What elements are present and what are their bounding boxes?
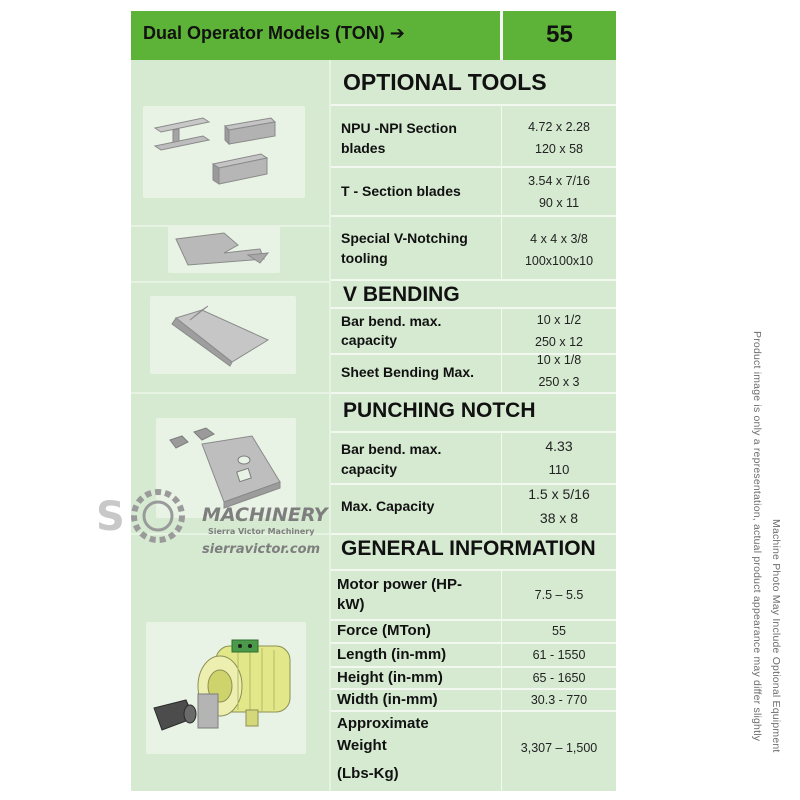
v-notching-image xyxy=(168,225,280,273)
watermark-url: sierravictor.com xyxy=(202,542,321,557)
spec-header xyxy=(131,11,616,60)
row-value-mm: 90 x 11 xyxy=(538,196,580,210)
v-bending-image xyxy=(150,296,296,374)
motor-image xyxy=(146,622,306,754)
row-label: Approximate xyxy=(337,715,429,732)
row-divider xyxy=(331,279,616,281)
row-value-mm: 38 x 8 xyxy=(539,510,579,526)
disclaimer-representation: Product image is only a representation, actual product appearance may differ slightly xyxy=(751,331,763,742)
row-label: Bar bend. max. xyxy=(341,313,442,329)
image-divider xyxy=(131,281,329,283)
row-label: tooling xyxy=(341,250,388,266)
row-value-in: 10 x 1/2 xyxy=(536,313,582,327)
row-label: T - Section blades xyxy=(341,183,461,199)
section-optional-tools: OPTIONAL TOOLS xyxy=(343,69,547,95)
table-row xyxy=(331,217,616,279)
motor-icon xyxy=(146,622,306,754)
row-value-in: 10 x 1/8 xyxy=(536,353,582,367)
table-row xyxy=(331,712,616,791)
row-label: Width (in-mm) xyxy=(337,691,438,708)
table-row xyxy=(331,668,616,688)
row-value-mm: 110 xyxy=(548,462,570,477)
section-v-bending: V BENDING xyxy=(343,283,460,306)
row-label: capacity xyxy=(341,461,398,477)
models-title: Dual Operator Models (TON) ➔ xyxy=(143,23,405,43)
row-value-in: 4 x 4 x 3/8 xyxy=(530,232,588,246)
row-value-mm: 250 x 3 xyxy=(538,375,580,389)
row-divider xyxy=(331,392,616,394)
row-label: Height (in-mm) xyxy=(337,669,443,686)
table-row xyxy=(331,433,616,483)
table-row xyxy=(331,106,616,166)
section-punching-notch: PUNCHING NOTCH xyxy=(343,399,536,422)
table-row xyxy=(331,309,616,353)
row-value: 7.5 – 5.5 xyxy=(534,588,584,602)
row-label: Special V-Notching xyxy=(341,230,468,246)
row-value-mm: 100x100x10 xyxy=(524,254,594,268)
row-label: Sheet Bending Max. xyxy=(341,364,475,380)
row-value: 3,307 – 1,500 xyxy=(520,741,598,755)
table-row xyxy=(331,644,616,666)
section-blades-image xyxy=(143,106,305,198)
row-value: 61 - 1550 xyxy=(532,648,586,662)
v-notching-icon xyxy=(168,225,280,273)
disclaimer-optional-equipment: Machine Photo May Include Optional Equipment xyxy=(770,519,782,753)
row-label: Max. Capacity xyxy=(341,498,435,514)
row-value-mm: 250 x 12 xyxy=(535,335,583,349)
row-label: (Lbs-Kg) xyxy=(337,765,399,782)
row-value-in: 3.54 x 7/16 xyxy=(528,174,590,188)
row-label: kW) xyxy=(337,596,365,613)
row-divider xyxy=(331,533,616,535)
row-value: 55 xyxy=(552,624,566,638)
watermark-brand: MACHINERY xyxy=(202,504,328,526)
table-row xyxy=(331,621,616,642)
section-general-information: GENERAL INFORMATION xyxy=(341,537,596,560)
row-label: Length (in-mm) xyxy=(337,646,447,663)
tonnage-value: 55 xyxy=(546,21,573,48)
row-label: Weight xyxy=(337,737,387,754)
table-row xyxy=(331,168,616,215)
table-row xyxy=(331,485,616,533)
svg-text:S: S xyxy=(96,494,125,540)
watermark-tagline: Sierra Victor Machinery xyxy=(208,527,315,536)
row-label: capacity xyxy=(341,332,398,348)
row-label: Force (MTon) xyxy=(337,622,431,639)
row-label: NPU -NPI Section xyxy=(341,120,457,136)
image-divider xyxy=(131,392,329,394)
row-value-in: 1.5 x 5/16 xyxy=(528,486,590,502)
row-value-in: 4.33 xyxy=(545,438,573,454)
table-row xyxy=(331,355,616,392)
section-blades-icon xyxy=(143,106,305,198)
row-label: Bar bend. max. xyxy=(341,441,442,457)
row-label: blades xyxy=(341,140,386,156)
v-bending-icon xyxy=(150,296,296,374)
row-value-mm: 120 x 58 xyxy=(535,142,583,156)
row-label: Motor power (HP- xyxy=(337,576,462,593)
table-row xyxy=(331,571,616,619)
row-value: 30.3 - 770 xyxy=(530,693,588,707)
row-value: 65 - 1650 xyxy=(532,671,586,685)
watermark xyxy=(94,482,334,562)
row-value-in: 4.72 x 2.28 xyxy=(528,120,590,134)
table-row xyxy=(331,690,616,710)
